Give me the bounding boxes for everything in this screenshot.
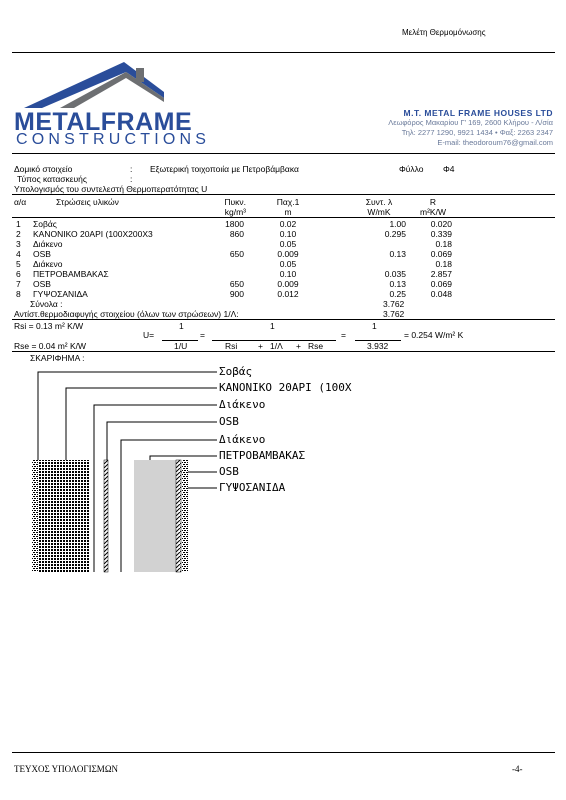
sketch-label-osb: OSB xyxy=(219,415,239,428)
row-thickness: 0.10 xyxy=(279,269,297,279)
element-colon: : xyxy=(130,164,133,174)
formula-rule xyxy=(12,351,555,352)
roof-logo-icon xyxy=(14,62,174,110)
row-r: 0.020 xyxy=(430,219,452,229)
row-r: 0.339 xyxy=(430,229,452,239)
sketch-label-osb: OSB xyxy=(219,465,239,478)
u-result: = 0.254 W/m² K xyxy=(404,330,464,340)
sheet-label: Φύλλο xyxy=(399,164,424,174)
page-number: -4- xyxy=(512,764,523,774)
wall-section-sketch xyxy=(0,360,230,582)
row-lambda: 1.00 xyxy=(389,219,406,229)
company-email: E-mail: theodoroum76@gmail.com xyxy=(437,138,553,147)
row-material: OSB xyxy=(33,249,51,259)
sheet-value: Φ4 xyxy=(443,164,455,174)
row-number: 5 xyxy=(16,259,21,269)
row-number: 3 xyxy=(16,239,21,249)
totals-rule xyxy=(12,319,555,320)
row-thickness: 0.02 xyxy=(279,219,297,229)
numerator-one-b: 1 xyxy=(270,321,275,331)
row-material: ΚΑΝΟΝΙΚΟ 20ΑΡΙ (100Χ200Χ3 xyxy=(33,229,153,239)
sum-value: 3.762 xyxy=(383,299,405,309)
row-material: ΓΥΨΟΣΑΝΙΔΑ xyxy=(33,289,88,299)
row-lambda: 0.035 xyxy=(384,269,406,279)
inverse-u: 1/U xyxy=(174,341,188,351)
col-header-aa: α/α xyxy=(14,197,27,207)
row-density: 1800 xyxy=(225,219,244,229)
element-label: Δομικό στοιχείο xyxy=(14,164,73,174)
logo-wordmark: METALFRAME xyxy=(14,108,193,136)
inverse-lambda: 1/Λ xyxy=(270,341,283,351)
row-material: Διάκενο xyxy=(33,259,63,269)
row-lambda: 0.13 xyxy=(389,249,406,259)
row-material: ΠΕΤΡΟΒΑΜΒΑΚΑΣ xyxy=(33,269,109,279)
element-value: Εξωτερική τοιχοποιία με Πετροβάμβακα xyxy=(150,164,299,174)
sketch-label-brick: ΚΑΝΟΝΙΚΟ 20ΑΡΙ (100Χ xyxy=(219,381,352,394)
calc-label: Υπολογισμός του συντελεστή Θερμοπερατότητας U xyxy=(14,184,208,194)
row-material: Διάκενο xyxy=(33,239,63,249)
sketch-label-plaster: Σοβάς xyxy=(219,365,253,378)
numerator-one-c: 1 xyxy=(372,321,377,331)
row-r: 0.069 xyxy=(430,279,452,289)
row-thickness: 0.05 xyxy=(279,259,297,269)
col-header-density: Πυκν. xyxy=(224,197,246,207)
row-material: OSB xyxy=(33,279,51,289)
equals-sign-a: = xyxy=(200,330,205,340)
row-number: 7 xyxy=(16,279,21,289)
rse-value: Rse = 0.04 m² K/W xyxy=(14,341,87,351)
resistance-value: 3.762 xyxy=(383,309,405,319)
company-name: M.T. METAL FRAME HOUSES LTD xyxy=(403,108,553,118)
u-label: U= xyxy=(143,330,155,340)
col-header-density-unit: kg/m³ xyxy=(224,207,246,217)
row-r: 0.048 xyxy=(430,289,452,299)
row-r: 0.069 xyxy=(430,249,452,259)
row-density: 650 xyxy=(229,279,244,289)
row-lambda: 0.25 xyxy=(389,289,406,299)
sketch-label-gap: Διάκενο xyxy=(219,433,266,446)
col-header-thickness-unit: m xyxy=(284,207,292,217)
col-header-layers: Στρώσεις υλικών xyxy=(56,197,119,207)
sketch-label-gypsum: ΓΥΨΟΣΑΝΙΔΑ xyxy=(219,481,286,494)
row-density: 650 xyxy=(229,249,244,259)
row-number: 1 xyxy=(16,219,21,229)
row-lambda: 0.13 xyxy=(389,279,406,289)
sketch-label-gap: Διάκενο xyxy=(219,398,266,411)
construction-type-label: Τύπος κατασκευής xyxy=(17,174,88,184)
numerator-one-a: 1 xyxy=(179,321,184,331)
row-density: 900 xyxy=(229,289,244,299)
row-number: 8 xyxy=(16,289,21,299)
logo-subtitle: CONSTRUCTIONS xyxy=(16,131,211,148)
sketch-label-rockwool: ΠΕΤΡΟΒΑΜΒΑΚΑΣ xyxy=(219,449,306,462)
rsi-term: Rsi xyxy=(225,341,238,351)
row-r: 0.18 xyxy=(435,259,452,269)
sketch-title: ΣΚΑΡΙΦΗΜΑ : xyxy=(30,353,85,363)
sum-label: Σύνολα : xyxy=(30,299,63,309)
resistance-label: Αντίστ.θερμοδιαφυγής στοιχείου (όλων των στρώσεων) 1/Λ: xyxy=(14,309,239,319)
row-thickness: 0.012 xyxy=(277,289,299,299)
row-r: 0.18 xyxy=(435,239,452,249)
construction-type-colon: : xyxy=(130,174,133,184)
row-number: 2 xyxy=(16,229,21,239)
document-title: Μελέτη Θερμομόνωσης xyxy=(402,28,486,37)
row-material: Σοβάς xyxy=(33,219,57,229)
row-r: 2.857 xyxy=(430,269,452,279)
row-lambda: 0.295 xyxy=(384,229,406,239)
col-header-thickness: Παχ.1 xyxy=(276,197,300,207)
company-address: Λεωφόρος Μακαρίου Γ' 169, 2600 Κλήρου - Λ/σία xyxy=(388,118,553,127)
rse-term: Rse xyxy=(308,341,324,351)
plus-sign-b: + xyxy=(296,341,301,351)
plus-sign-a: + xyxy=(258,341,263,351)
row-number: 6 xyxy=(16,269,21,279)
footer-rule xyxy=(12,752,555,753)
row-thickness: 0.10 xyxy=(279,229,297,239)
logo-rule xyxy=(12,153,555,154)
row-density: 860 xyxy=(229,229,244,239)
col-header-r: R xyxy=(429,197,437,207)
row-thickness: 0.009 xyxy=(277,279,299,289)
header-rule xyxy=(12,52,555,53)
row-thickness: 0.009 xyxy=(277,249,299,259)
info-rule xyxy=(12,194,555,195)
total-resistance: 3.932 xyxy=(367,341,389,351)
footer-title: ΤΕΥΧΟΣ ΥΠΟΛΟΓΙΣΜΩΝ xyxy=(14,764,119,774)
col-header-r-unit: m²K/W xyxy=(420,207,446,217)
equals-sign-b: = xyxy=(341,330,346,340)
col-header-lambda-unit: W/mK xyxy=(367,207,391,217)
row-thickness: 0.05 xyxy=(279,239,297,249)
table-header-rule xyxy=(12,217,555,218)
company-phones: Τηλ: 2277 1290, 9921 1434 • Φαξ: 2263 2347 xyxy=(401,128,553,137)
rsi-value: Rsi = 0.13 m² K/W xyxy=(14,321,84,331)
row-number: 4 xyxy=(16,249,21,259)
col-header-lambda: Συντ. λ xyxy=(365,197,393,207)
